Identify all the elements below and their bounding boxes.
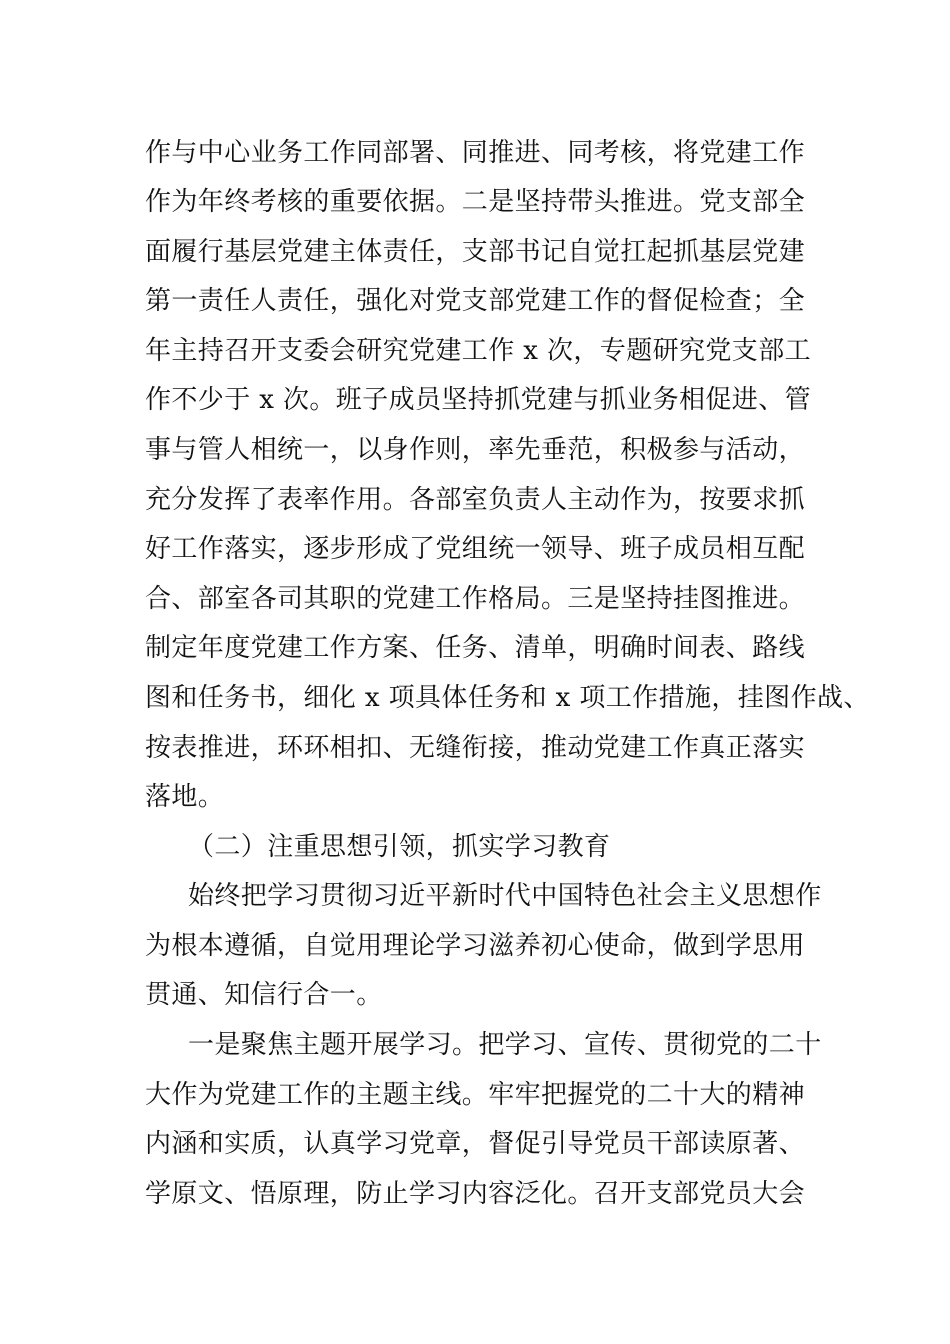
- text-line: 贯通、知信行合一。: [145, 980, 383, 1010]
- text-line: 作为年终考核的重要依据。二是坚持带头推进。党支部全: [145, 187, 806, 217]
- text-line: 事与管人相统一，以身作则，率先垂范，积极参与活动，: [145, 435, 806, 465]
- text-line: 按表推进，环环相扣、无缝衔接，推动党建工作真正落实: [145, 733, 806, 763]
- text-line: 始终把学习贯彻习近平新时代中国特色社会主义思想作: [188, 881, 822, 911]
- text-line: 图和任务书，细化 x 项具体任务和 x 项工作措施，挂图作战、: [145, 683, 870, 713]
- text-line: 作不少于 x 次。班子成员坚持抓党建与抓业务相促进、管: [145, 385, 811, 415]
- text-line: 学原文、悟原理，防止学习内容泛化。召开支部党员大会: [145, 1179, 806, 1209]
- text-line: 落地。: [145, 782, 225, 812]
- text-line: 充分发挥了表率作用。各部室负责人主动作为，按要求抓: [145, 485, 806, 515]
- text-line: 好工作落实，逐步形成了党组统一领导、班子成员相互配: [145, 534, 806, 564]
- text-line: 制定年度党建工作方案、任务、清单，明确时间表、路线: [145, 633, 806, 663]
- text-line: 大作为党建工作的主题主线。牢牢把握党的二十大的精神: [145, 1080, 806, 1110]
- text-line: 一是聚焦主题开展学习。把学习、宣传、贯彻党的二十: [188, 1030, 822, 1060]
- text-line: 内涵和实质，认真学习党章，督促引导党员干部读原著、: [145, 1129, 806, 1159]
- text-line: 为根本遵循，自觉用理论学习滋养初心使命，做到学思用: [145, 931, 806, 961]
- text-line: 作与中心业务工作同部署、同推进、同考核，将党建工作: [145, 138, 806, 168]
- text-line: 面履行基层党建主体责任，支部书记自觉扛起抓基层党建: [145, 237, 806, 267]
- text-line: 年主持召开支委会研究党建工作 x 次，专题研究党支部工: [145, 336, 811, 366]
- section-heading: （二）注重思想引领，抓实学习教育: [188, 832, 611, 862]
- text-line: 合、部室各司其职的党建工作格局。三是坚持挂图推进。: [145, 584, 806, 614]
- text-line: 第一责任人责任，强化对党支部党建工作的督促检查；全: [145, 286, 806, 316]
